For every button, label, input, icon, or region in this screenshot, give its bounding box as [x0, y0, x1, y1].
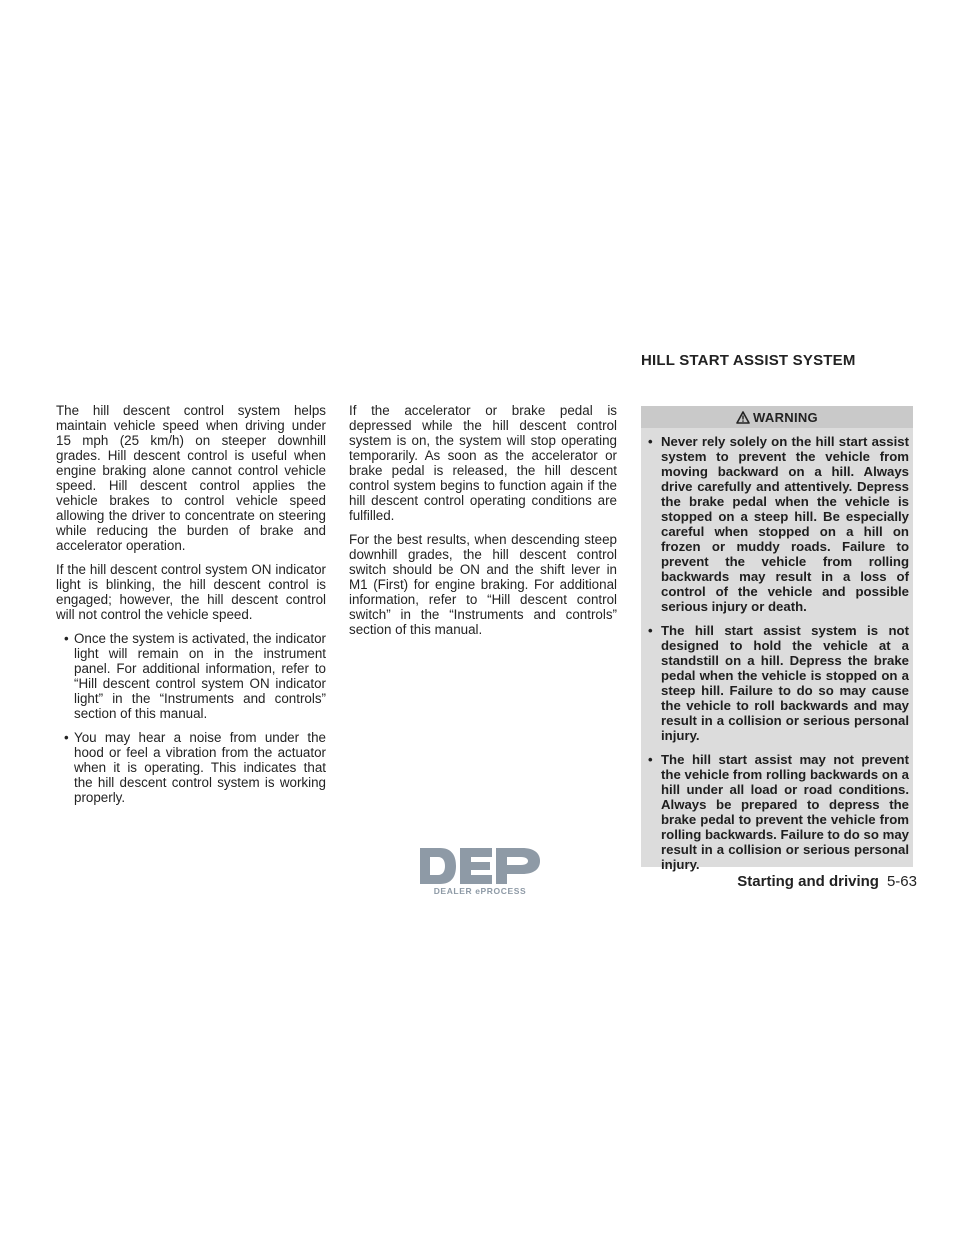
warning-item-text: Never rely solely on the hill start assist system to prevent the vehicle from moving backward on a hill. Always drive carefully and attentively. Depress the brake pedal when the vehicle is stopped on a steep hill. Be especially careful when stopped on a hill on frozen or muddy roads. Failure to prevent the vehicle from rolling backwards may result in a loss of control of the vehicle and possible serious injury or death. [661, 434, 909, 614]
paragraph: If the hill descent control system ON indicator light is blinking, the hill descent control is engaged; however, the hill descent control will not control the vehicle speed. [56, 562, 326, 622]
middle-column [349, 403, 617, 646]
warning-header [641, 406, 913, 428]
paragraph: If the accelerator or brake pedal is depressed while the hill descent control system is on, the system will stop operating temporarily. As soon as the accelerator or brake pedal is released, the hill descent control system begins to function again if the hill descent control operating conditions are fulfilled. [349, 403, 617, 523]
bullet-icon: • [64, 631, 69, 646]
section-title: HILL START ASSIST SYSTEM [641, 352, 856, 369]
list-item [56, 730, 326, 805]
warning-item-text: The hill start assist may not prevent the vehicle from rolling backwards on a hill under all load or road conditions. Always be prepared to depress the brake pedal to prevent the vehicle from rolling backwards. Failure to do so may result in a collision or serious personal injury. [661, 752, 909, 872]
warning-item [641, 752, 909, 872]
paragraph: For the best results, when descending steep downhill grades, the hill descent control switch should be ON and the shift lever in M1 (First) for engine braking. For additional information, refer to “Hill descent control switch” in the “Instruments and controls” section of this manual. [349, 532, 617, 637]
page-footer [717, 873, 917, 890]
bullet-icon: • [648, 623, 653, 638]
bullet-icon: • [64, 730, 69, 745]
list-item-text: Once the system is activated, the indicator light will remain on in the instrument panel. For additional information, refer to “Hill descent control system ON indicator light” in the “Instruments and controls” section of this manual. [74, 631, 326, 721]
list-item-text: You may hear a noise from under the hood or feel a vibration from the actuator when it is operating. This indicates that the hill descent control system is working properly. [74, 730, 326, 805]
bullet-icon: • [648, 752, 653, 767]
svg-text:DEALER ePROCESS: DEALER ePROCESS [433, 886, 527, 896]
dealer-eprocess-logo [418, 844, 542, 896]
list-item [56, 631, 326, 721]
footer-section-name: Starting and driving [737, 873, 879, 890]
warning-item [641, 434, 909, 614]
warning-label: WARNING [753, 409, 818, 425]
paragraph: The hill descent control system helps maintain vehicle speed when driving under 15 mph (25 km/h) on steeper downhill grades. Hill descent control is useful when engine braking alone cannot control vehicle speed. Hill descent control applies the vehicle brakes to control vehicle speed allowing the driver to concentrate on steering while reducing the burden of brake and accelerator operation. [56, 403, 326, 553]
bullet-icon: • [648, 434, 653, 449]
left-column [56, 403, 326, 814]
warning-list [641, 428, 913, 872]
warning-triangle-icon [736, 411, 750, 424]
warning-item-text: The hill start assist system is not designed to hold the vehicle at a standstill on a hill. Depress the brake pedal when the vehicle is stopped on a steep hill. Failure to do so may cause the vehicle to roll backwards and may result in a collision or serious personal injury. [661, 623, 909, 743]
page-number: 5-63 [886, 873, 917, 890]
warning-item [641, 623, 909, 743]
warning-box [641, 406, 913, 872]
